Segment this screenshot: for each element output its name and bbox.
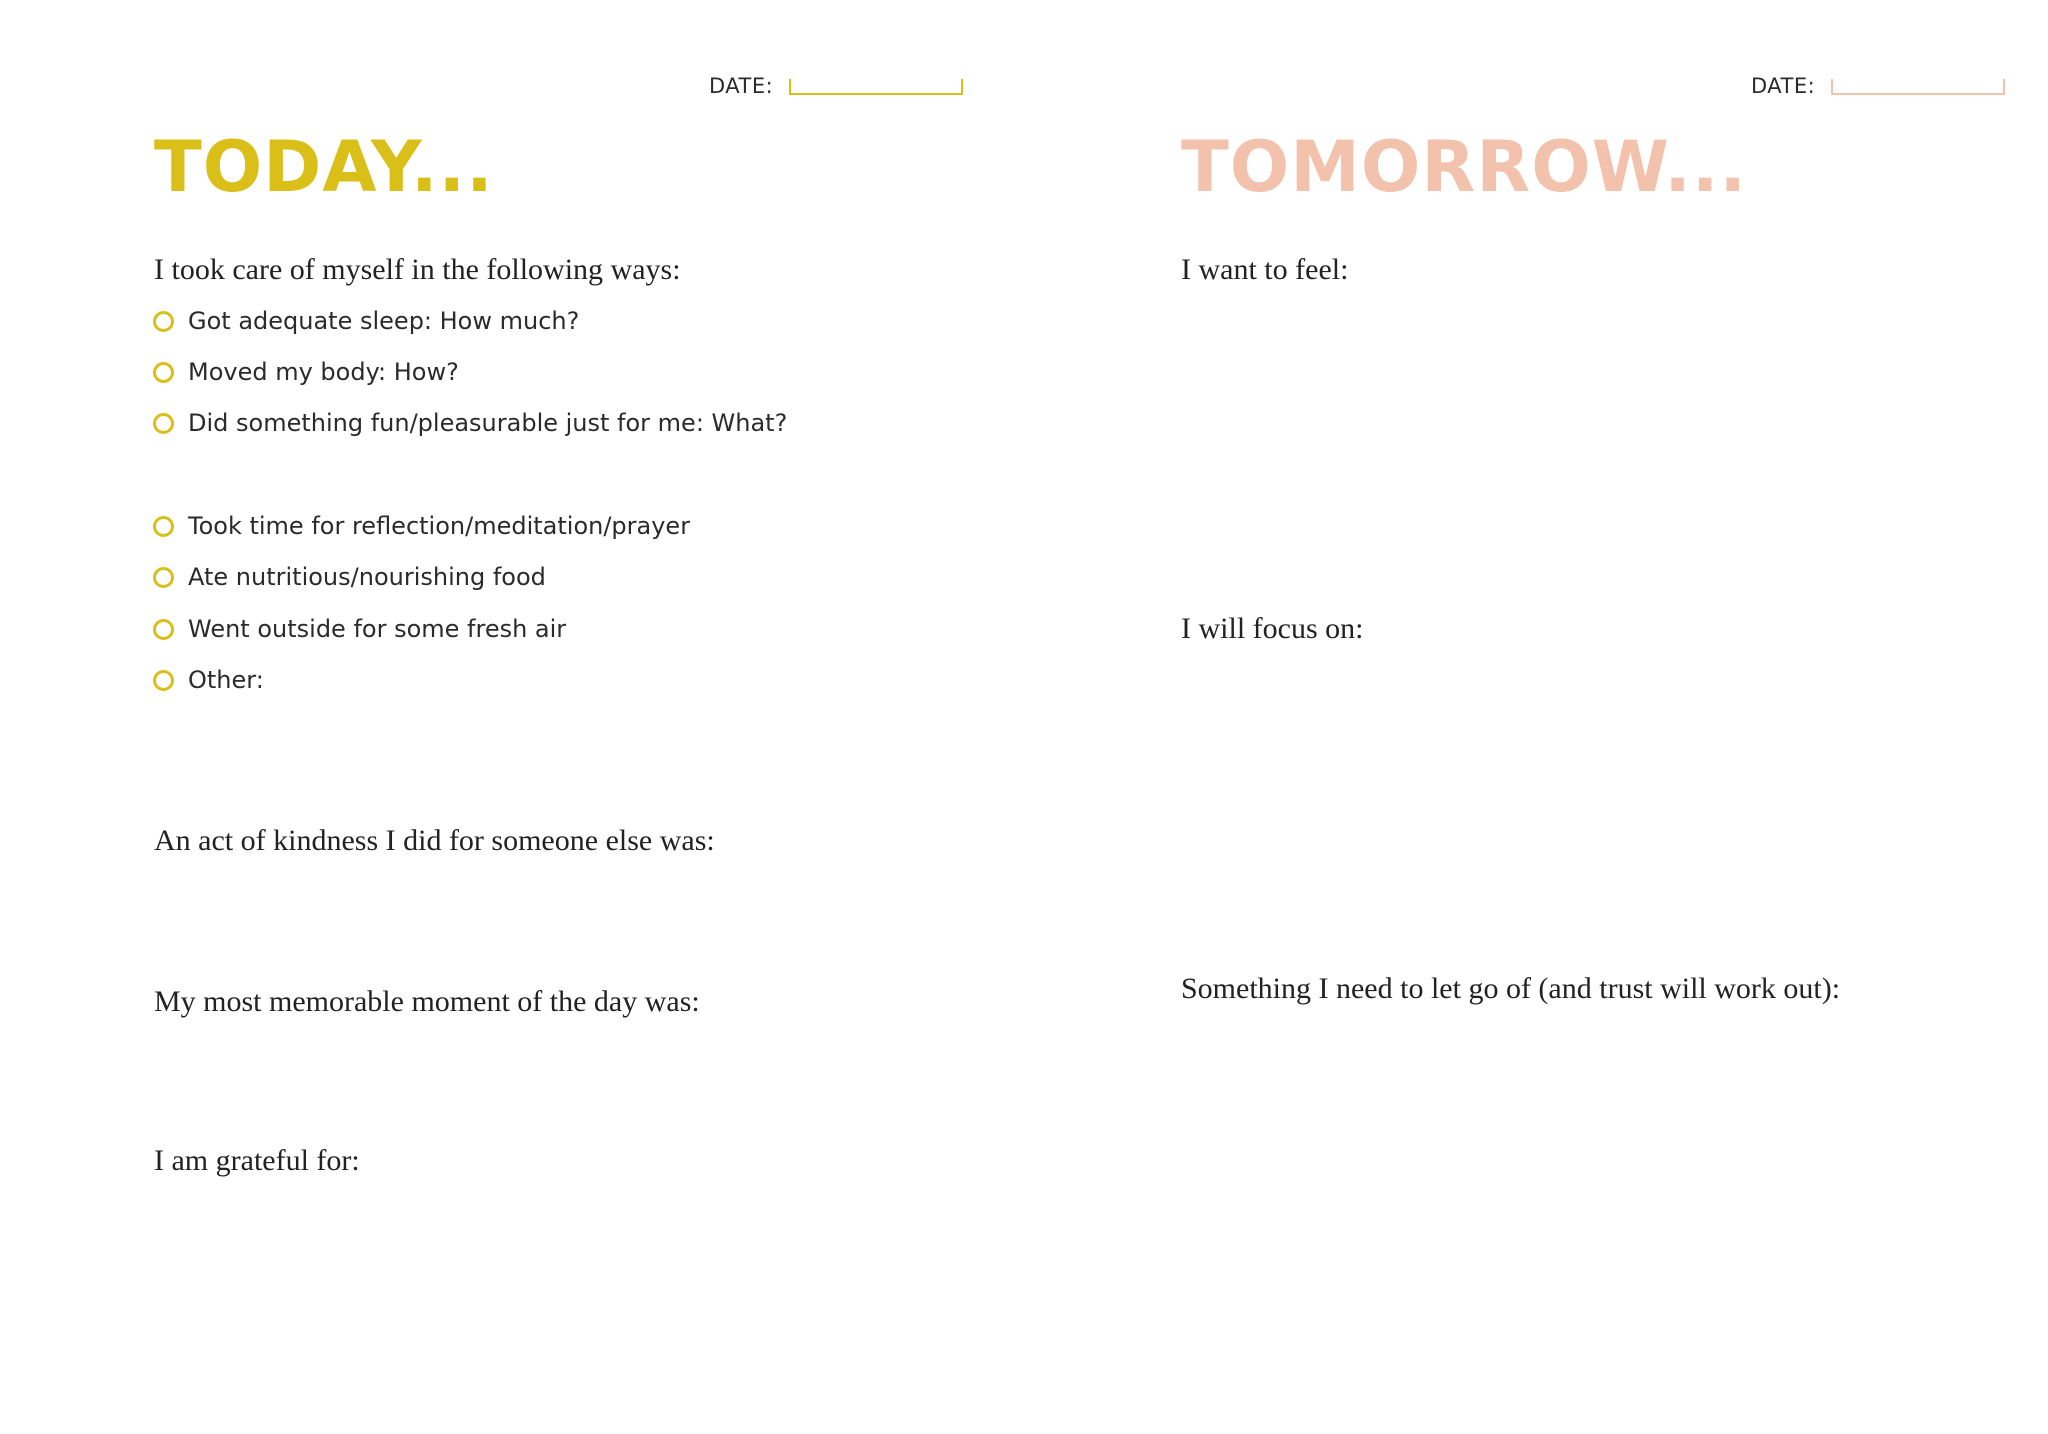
checklist-label: Took time for reflection/meditation/prayer: [188, 512, 691, 540]
checklist-item-other[interactable]: [153, 668, 264, 692]
kindness-prompt: An act of kindness I did for someone else was:: [154, 824, 715, 857]
grateful-prompt: I am grateful for:: [154, 1144, 360, 1177]
selfcare-prompt: I took care of myself in the following ways:: [154, 253, 681, 286]
checklist-label: Got adequate sleep: How much?: [188, 307, 580, 335]
checklist-label: Other:: [188, 666, 264, 694]
checklist-label: Did something fun/pleasurable just for me: What?: [188, 409, 788, 437]
memorable-prompt: My most memorable moment of the day was:: [154, 985, 700, 1018]
checklist-label: Moved my body: How?: [188, 358, 459, 386]
today-heading: TODAY...: [154, 126, 494, 208]
checkbox-circle-icon[interactable]: [153, 311, 174, 332]
tomorrow-date-box[interactable]: [1831, 79, 2005, 95]
checklist-label: Went outside for some fresh air: [188, 615, 567, 643]
checklist-item-movement[interactable]: [153, 360, 459, 384]
checkbox-circle-icon[interactable]: [153, 567, 174, 588]
today-date-label: DATE:: [709, 74, 774, 98]
tomorrow-date-field[interactable]: [1751, 76, 2005, 97]
feel-prompt: I want to feel:: [1181, 253, 1349, 286]
checklist-item-sleep[interactable]: [153, 309, 579, 333]
focus-prompt: I will focus on:: [1181, 612, 1364, 645]
checklist-item-fun[interactable]: [153, 411, 787, 435]
letgo-prompt: Something I need to let go of (and trust will work out):: [1181, 972, 1841, 1005]
today-date-box[interactable]: [789, 79, 963, 95]
checklist-item-outside[interactable]: [153, 617, 566, 641]
checkbox-circle-icon[interactable]: [153, 619, 174, 640]
checkbox-circle-icon[interactable]: [153, 413, 174, 434]
checkbox-circle-icon[interactable]: [153, 670, 174, 691]
tomorrow-date-label: DATE:: [1751, 74, 1816, 98]
checkbox-circle-icon[interactable]: [153, 516, 174, 537]
checklist-label: Ate nutritious/nourishing food: [188, 563, 546, 591]
tomorrow-heading: TOMORROW...: [1181, 126, 1748, 208]
checklist-item-reflection[interactable]: [153, 514, 690, 538]
today-date-field[interactable]: [709, 76, 963, 97]
checklist-item-food[interactable]: [153, 565, 546, 589]
checkbox-circle-icon[interactable]: [153, 362, 174, 383]
